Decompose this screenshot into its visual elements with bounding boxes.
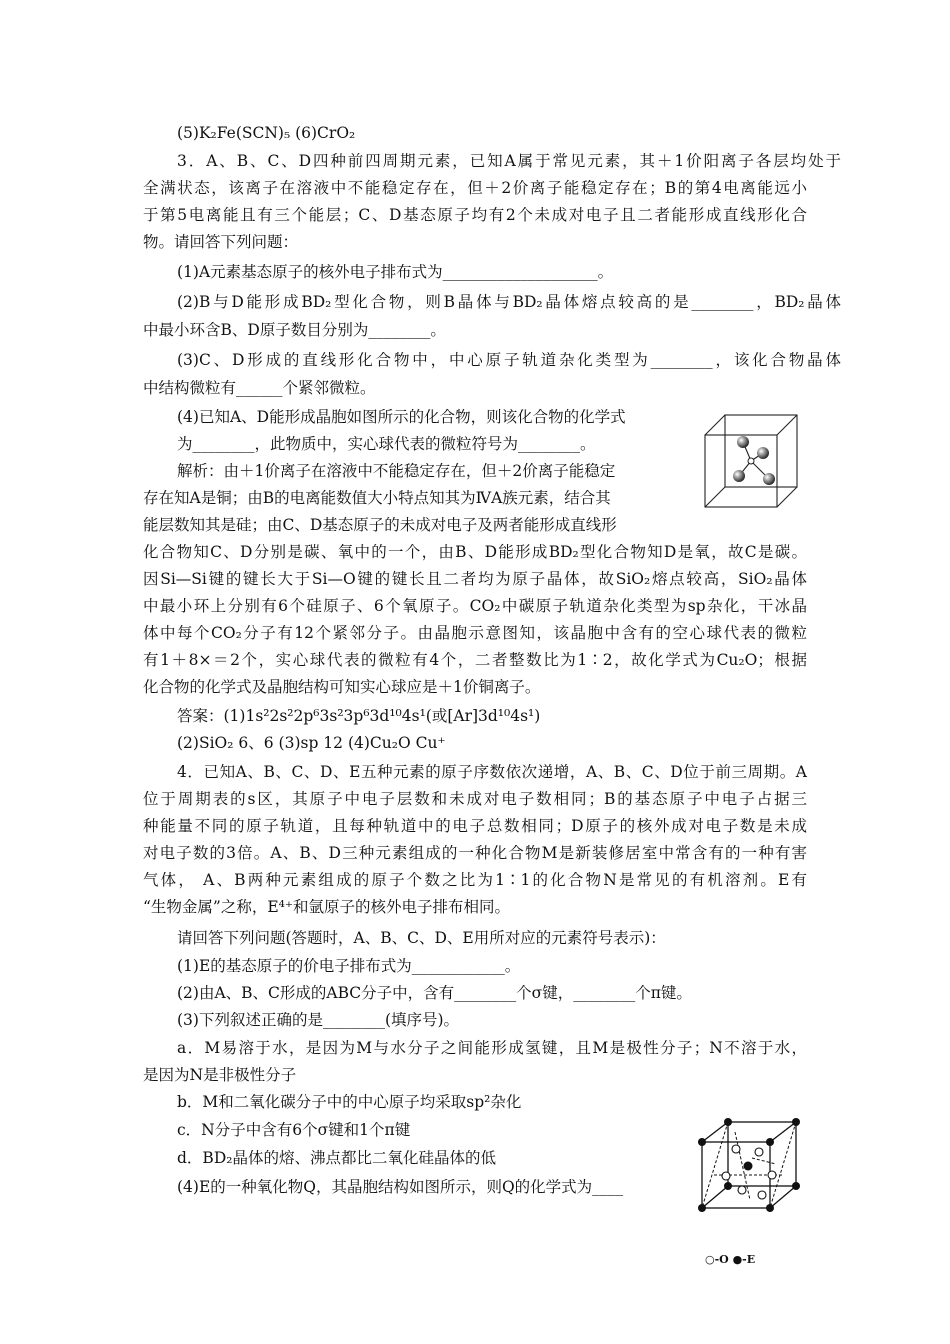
e-atom	[766, 1138, 774, 1146]
text-line: 对电子数的3倍。A、B、D三种元素组成的一种化合物M是新装修居室中常含有的一种有害	[143, 844, 807, 862]
crystal-cell-figure-2	[690, 1112, 810, 1250]
solid-sphere	[763, 473, 775, 485]
text-line: 于第5电离能且有三个能层；C、D基态原子均有2个未成对电子且二者能形成直线形化合	[143, 206, 807, 224]
text-line: 为________，此物质中，实心球代表的微粒符号为________。	[177, 435, 596, 453]
text-line: 有1＋8×＝2个，实心球代表的微粒有4个，二者整数比为1∶2，故化学式为Cu₂O；根据	[143, 651, 807, 669]
text-line: (1)A元素基态原子的核外电子排布式为____________________。	[177, 263, 614, 281]
text-line: c．N分子中含有6个σ键和1个π键	[177, 1121, 411, 1139]
text-line: 因Si—Si键的键长大于Si—O键的键长且二者均为原子晶体，故SiO₂熔点较高，SiO₂晶体	[143, 570, 807, 588]
text-line: (2)SiO₂ 6、6 (3)sp 12 (4)Cu₂O Cu⁺	[177, 734, 446, 752]
text-line: 3．A、B、C、D四种前四周期元素，已知A属于常见元素，其＋1价阳离子各层均处于	[177, 152, 841, 170]
text-line: (4)已知A、D能形成晶胞如图所示的化合物，则该化合物的化学式	[177, 408, 626, 426]
o-atom	[732, 1145, 740, 1153]
text-line: 能层数知其是硅；由C、D基态原子的未成对电子及两者能形成直线形	[143, 516, 617, 534]
o-atom	[738, 1186, 746, 1194]
text-line: 存在知A是铜；由B的电离能数值大小特点知其为ⅣA族元素，结合其	[143, 489, 611, 507]
e-atom	[698, 1138, 706, 1146]
text-line: 中最小环含B、D原子数目分别为________。	[143, 321, 446, 339]
text-line: a．M易溶于水，是因为M与水分子之间能形成氢键，且M是极性分子；N不溶于水，	[177, 1039, 807, 1057]
e-atom	[766, 1204, 774, 1212]
hollow-sphere	[748, 458, 754, 464]
e-atom	[792, 1182, 800, 1190]
text-line: 种能量不同的原子轨道，且每种轨道中的电子总数相同；D原子的核外成对电子数是未成	[143, 817, 807, 835]
e-atom	[744, 1162, 753, 1171]
e-atom	[792, 1118, 800, 1126]
text-line: 解析：由＋1价离子在溶液中不能稳定存在，但＋2价离子能稳定	[177, 462, 616, 480]
text-line: 中结构微粒有______个紧邻微粒。	[143, 379, 376, 397]
o-atom	[755, 1148, 763, 1156]
text-line: 中最小环上分别有6个硅原子、6个氧原子。CO₂中碳原子轨道杂化类型为sp杂化，干冰晶	[143, 597, 807, 615]
text-line: b．M和二氧化碳分子中的中心原子均采取sp²杂化	[177, 1093, 522, 1111]
crystal-cell-figure-1	[683, 401, 813, 519]
text-line: 化合物的化学式及晶胞结构可知实心球应是＋1价铜离子。	[143, 678, 541, 696]
text-line: 体中每个CO₂分子有12个紧邻分子。由晶胞示意图知，该晶胞中含有的空心球代表的微粒	[143, 624, 807, 642]
e-atom	[698, 1204, 706, 1212]
text-line: 全满状态，该离子在溶液中不能稳定存在，但＋2价离子能稳定存在；B的第4电离能远小	[143, 179, 807, 197]
text-line: (2)B与D能形成BD₂型化合物，则B晶体与BD₂晶体熔点较高的是________，BD₂晶体	[177, 293, 841, 311]
text-line: (4)E的一种氧化物Q，其晶胞结构如图所示，则Q的化学式为____	[177, 1178, 624, 1196]
text-line: (5)K₂Fe(SCN)₅ (6)CrO₂	[177, 124, 356, 142]
text-line: “生物金属”之称，E⁴⁺和氩原子的核外电子排布相同。	[143, 898, 511, 916]
text-line: 4．已知A、B、C、D、E五种元素的原子序数依次递增，A、B、C、D位于前三周期。A	[177, 763, 807, 781]
text-line: 化合物知C、D分别是碳、氧中的一个，由B、D能形成BD₂型化合物知D是氧，故C是碳。	[143, 543, 807, 561]
e-atom	[724, 1182, 732, 1190]
figure-legend: ○-O ●-E	[705, 1253, 756, 1266]
text-line: d．BD₂晶体的熔、沸点都比二氧化硅晶体的低	[177, 1149, 496, 1167]
solid-sphere	[737, 436, 749, 448]
text-line: 是因为N是非极性分子	[143, 1066, 297, 1084]
solid-sphere	[733, 470, 745, 482]
text-line: (3)C、D形成的直线形化合物中，中心原子轨道杂化类型为________，该化合物晶体	[177, 351, 841, 369]
text-line: (2)由A、B、C形成的ABC分子中，含有________个σ键，________个π键。	[177, 984, 692, 1002]
o-atom	[722, 1172, 730, 1180]
text-line: 物。请回答下列问题：	[143, 233, 299, 251]
text-line: 答案：(1)1s²2s²2p⁶3s²3p⁶3d¹⁰4s¹(或[Ar]3d¹⁰4s¹)	[177, 707, 541, 725]
text-line: 气体， A、B两种元素组成的原子个数之比为1∶1的化合物N是常见的有机溶剂。E有	[143, 871, 807, 889]
o-atom	[768, 1171, 776, 1179]
e-atom	[724, 1118, 732, 1126]
text-line: (1)E的基态原子的价电子排布式为____________。	[177, 957, 521, 975]
text-line: 位于周期表的s区，其原子中电子层数和未成对电子数相同；B的基态原子中电子占据三	[143, 790, 807, 808]
o-atom	[758, 1191, 766, 1199]
solid-sphere	[757, 447, 769, 459]
text-line: (3)下列叙述正确的是________(填序号)。	[177, 1011, 460, 1029]
text-line: 请回答下列问题(答题时，A、B、C、D、E用所对应的元素符号表示)：	[177, 929, 666, 947]
